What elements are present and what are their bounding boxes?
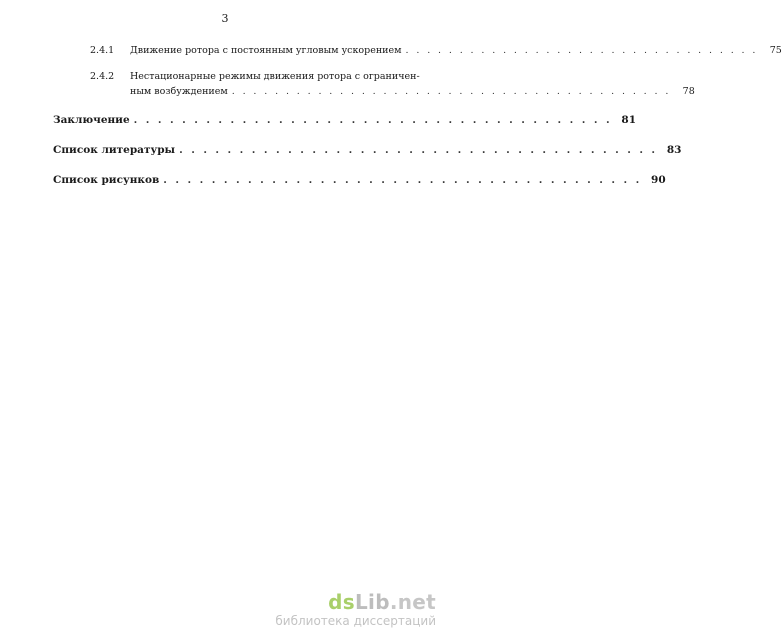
toc-chapter-title: Заключение bbox=[53, 114, 130, 126]
toc-leader-dots: . . . . . . . . . . . . . . . . . . . . . . . . . . . . . . . . . . . . . . . . bbox=[133, 114, 613, 126]
toc-entry-title: Нестационарные режимы движения ротора с ограничен- bbox=[130, 71, 420, 82]
watermark-caption: библиотека диссертаций bbox=[275, 614, 436, 628]
toc-entry-2-4-2[interactable] bbox=[53, 71, 428, 82]
toc-entry-page: 75 bbox=[769, 45, 782, 56]
toc-chapter-conclusion[interactable] bbox=[53, 114, 637, 126]
toc-entry-title: Движение ротора с постоянным угловым ускорением bbox=[130, 45, 402, 56]
toc-chapter-page: 83 bbox=[666, 144, 682, 156]
toc-chapter-title: Список рисунков bbox=[53, 174, 160, 186]
page-number: 3 bbox=[221, 12, 229, 25]
toc-leader-dots: . . . . . . . . . . . . . . . . . . . . . . . . . . . . . . . . . . . . . . . . . bbox=[231, 86, 671, 97]
toc-chapter-page: 81 bbox=[621, 114, 637, 126]
toc-entry-page: 78 bbox=[682, 86, 695, 97]
watermark bbox=[275, 592, 436, 627]
toc-leader-dots: . . . . . . . . . . . . . . . . . . . . . . . . . . . . . . . . . . . . . . . . bbox=[179, 144, 658, 156]
logo-net: .net bbox=[389, 590, 436, 614]
toc-entry-title-continued: ным возбуждением bbox=[130, 86, 228, 97]
logo-ds: ds bbox=[328, 590, 355, 614]
toc-chapter-figures[interactable] bbox=[53, 174, 666, 186]
toc-entry-2-4-2-continued[interactable] bbox=[53, 86, 695, 97]
toc-leader-dots: . . . . . . . . . . . . . . . . . . . . . . . . . . . . . . . . . bbox=[405, 45, 758, 56]
dslib-logo bbox=[275, 592, 436, 612]
toc-chapter-title: Список литературы bbox=[53, 144, 176, 156]
toc-entry-number: 2.4.1 bbox=[90, 45, 115, 56]
logo-lib: Lib bbox=[355, 590, 390, 614]
toc-entry-number: 2.4.2 bbox=[90, 71, 115, 82]
toc-leader-dots: . . . . . . . . . . . . . . . . . . . . . . . . . . . . . . . . . . . . . . . . bbox=[163, 174, 642, 186]
toc-entry-2-4-1[interactable] bbox=[53, 45, 782, 56]
toc-chapter-page: 90 bbox=[651, 174, 666, 186]
toc-chapter-references[interactable] bbox=[53, 144, 682, 156]
